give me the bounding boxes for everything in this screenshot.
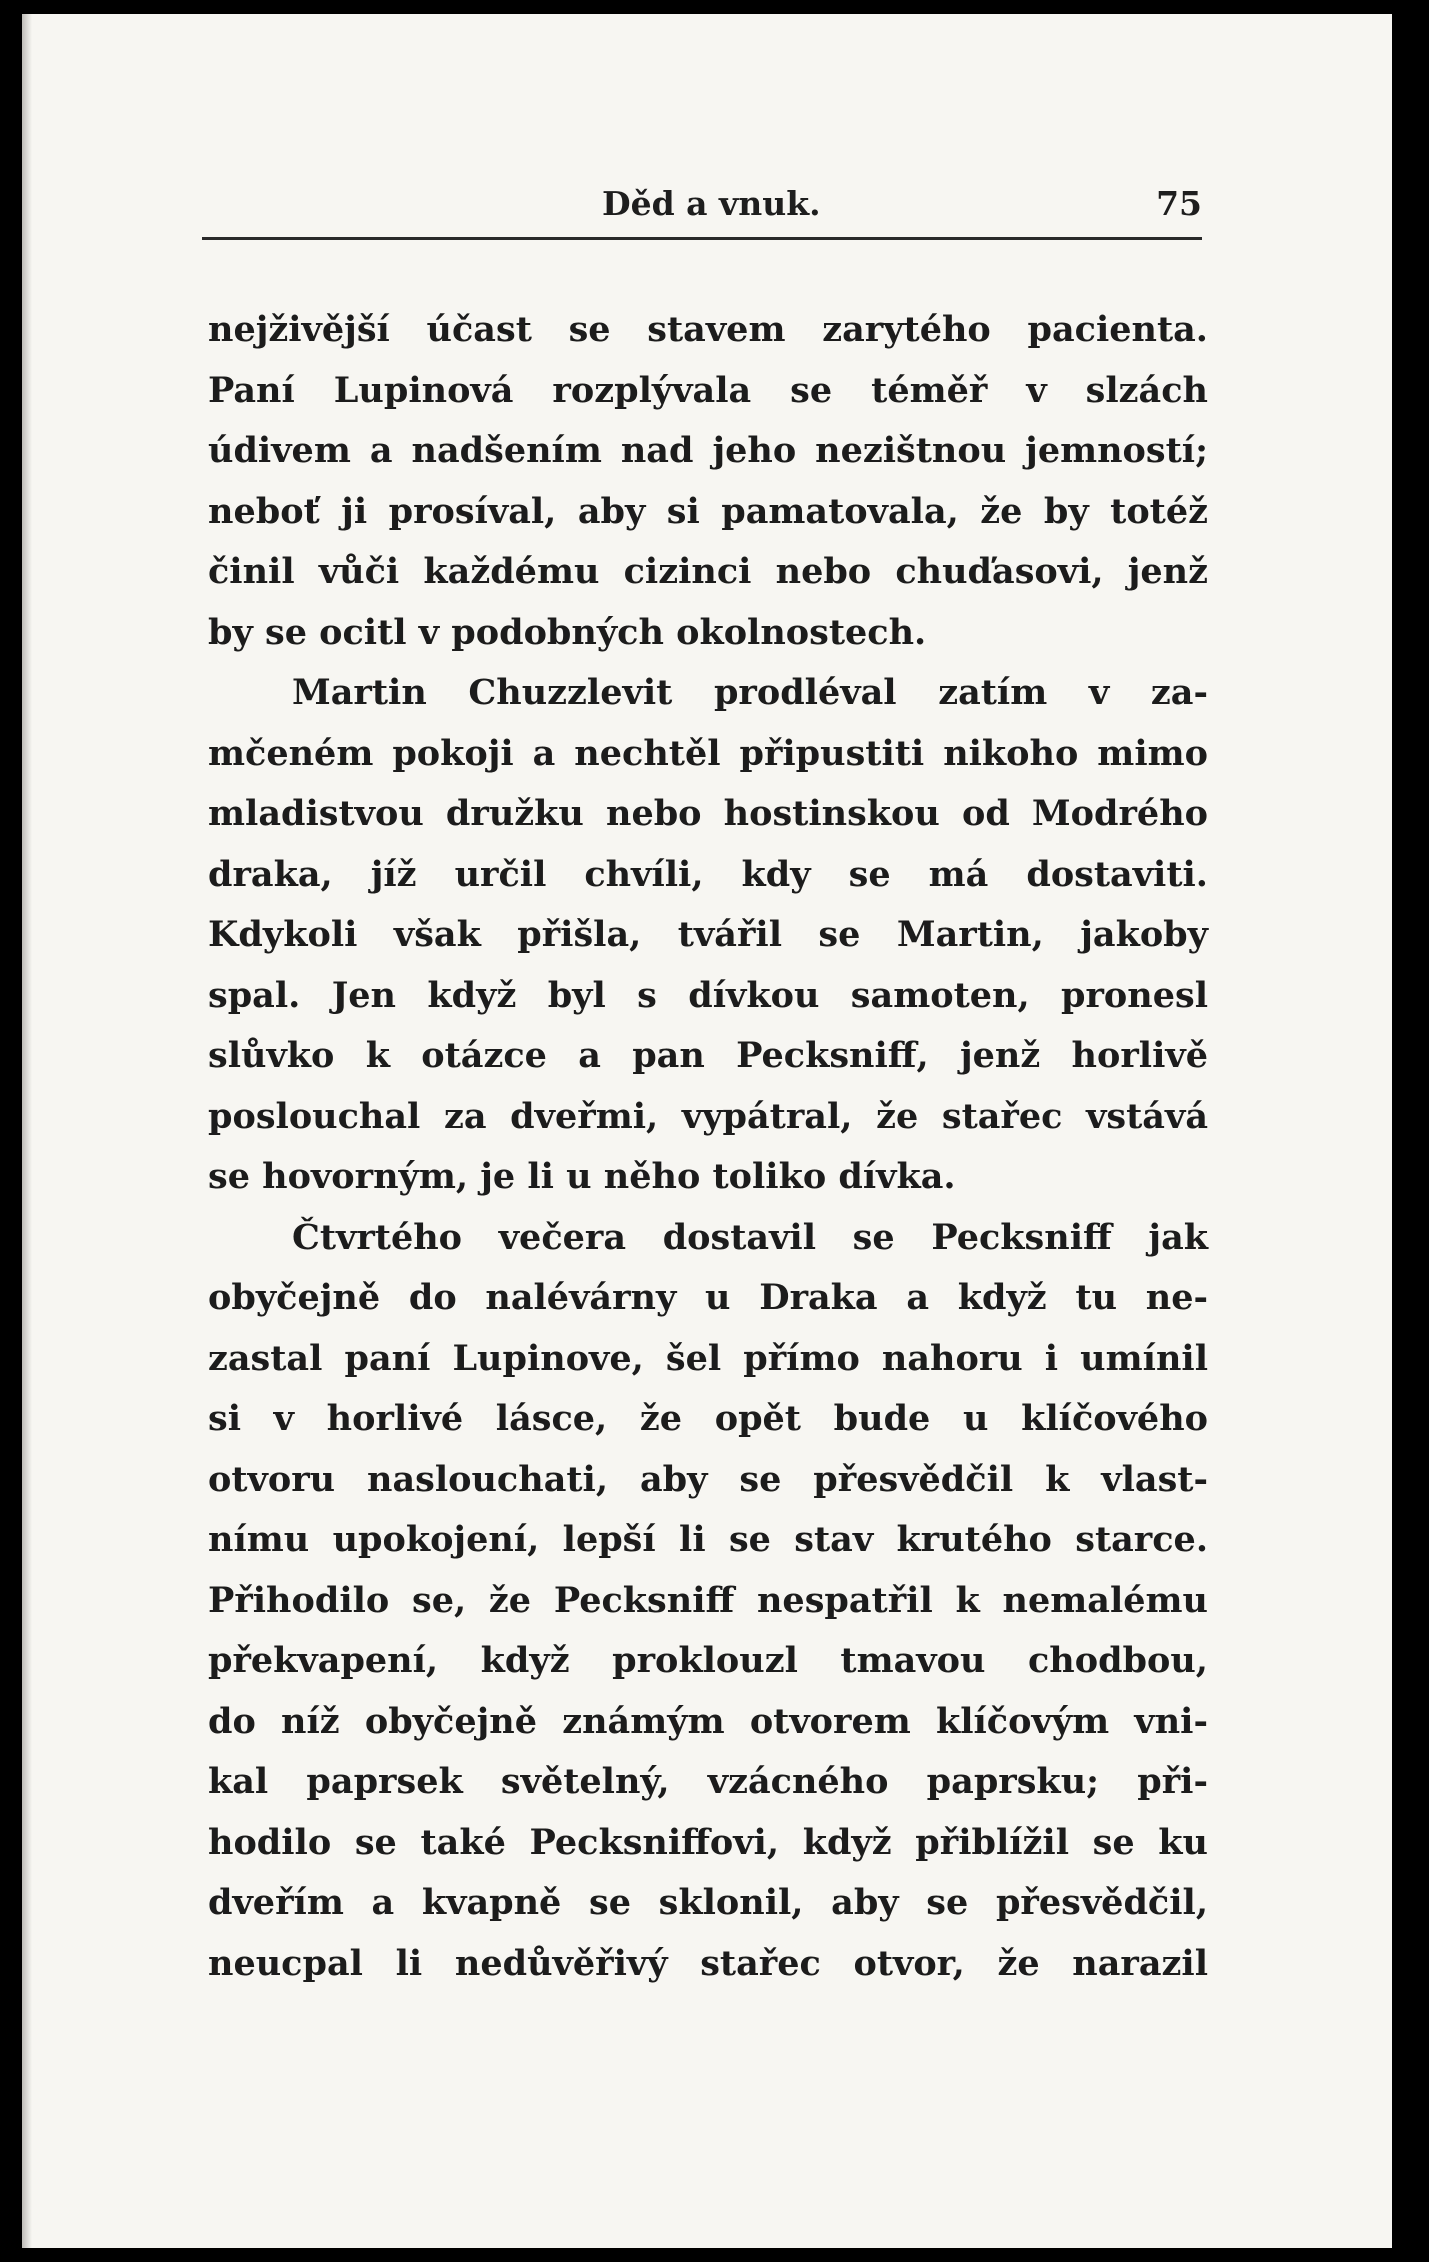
text-line: by se ocitl v podobných okolnostech. xyxy=(208,611,927,653)
text-line: údivem a nadšením nad jeho nezištnou jemností; xyxy=(208,430,1208,471)
text-line: draka, jíž určil chvíli, kdy se má dostaviti. xyxy=(208,853,1208,895)
text-line: do níž obyčejně známým otvorem klíčovým vni- xyxy=(208,1700,1208,1742)
text-line: neucpal li nedůvěřivý stařec otvor, že narazil xyxy=(208,1942,1208,1984)
book-page xyxy=(22,14,1392,2248)
text-line: si v horlivé lásce, že opět bude u klíčového xyxy=(208,1398,1208,1439)
text-line: mčeném pokoji a nechtěl připustiti nikoho mimo xyxy=(208,732,1208,774)
page-number: 75 xyxy=(1156,184,1202,223)
text-line: nímu upokojení, lepší li se stav krutého starce. xyxy=(208,1519,1208,1560)
text-line: nejživější účast se stavem zarytého pacienta. xyxy=(208,309,1208,350)
text-line: mladistvou družku nebo hostinskou od Modrého xyxy=(208,793,1208,834)
text-line: Přihodilo se, že Pecksniff nespatřil k nemalému xyxy=(208,1579,1208,1621)
text-line: Paní Lupinová rozplývala se téměř v slzách xyxy=(208,369,1208,411)
text-line: činil vůči každému cizinci nebo chuďasovi, jenž xyxy=(208,551,1208,592)
page-header xyxy=(202,174,1202,226)
text-line: spal. Jen když byl s dívkou samoten, pronesl xyxy=(208,974,1208,1016)
text-line: překvapení, když proklouzl tmavou chodbou, xyxy=(208,1640,1208,1681)
text-line: kal paprsek světelný, vzácného paprsku; při- xyxy=(208,1761,1208,1802)
text-line: se hovorným, je li u něho toliko dívka. xyxy=(208,1156,956,1197)
running-title: Děd a vnuk. xyxy=(602,184,821,223)
text-line: zastal paní Lupinove, šel přímo nahoru i umínil xyxy=(208,1337,1208,1379)
body-text xyxy=(208,300,1208,1994)
text-line: slůvko k otázce a pan Pecksniff, jenž horlivě xyxy=(208,1035,1208,1076)
text-line: Kdykoli však přišla, tvářil se Martin, jakoby xyxy=(208,914,1208,955)
header-rule xyxy=(202,237,1202,240)
text-line: obyčejně do nalévárny u Draka a když tu ne- xyxy=(208,1277,1208,1318)
text-line: hodilo se také Pecksniffovi, když přiblížil se ku xyxy=(208,1821,1208,1863)
text-line: otvoru naslouchati, aby se přesvědčil k vlast- xyxy=(208,1458,1208,1500)
page-edge-shadow xyxy=(22,14,32,2248)
text-line: dveřím a kvapně se sklonil, aby se přesvědčil, xyxy=(208,1882,1208,1923)
text-line: neboť ji prosíval, aby si pamatovala, že by totéž xyxy=(208,490,1208,532)
text-line: Čtvrtého večera dostavil se Pecksniff jak xyxy=(292,1216,1208,1258)
text-line: poslouchal za dveřmi, vypátral, že stařec vstává xyxy=(208,1095,1208,1137)
text-line: Martin Chuzzlevit prodléval zatím v za- xyxy=(292,672,1208,713)
